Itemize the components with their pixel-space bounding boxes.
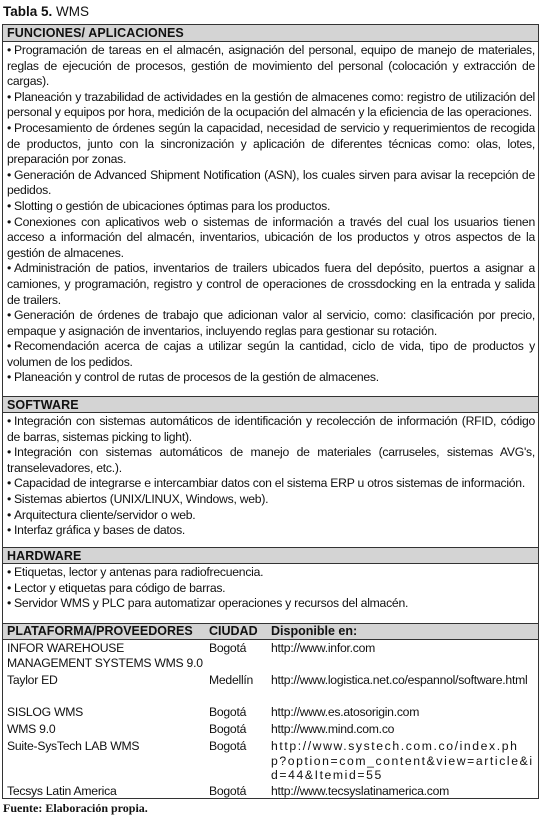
city: Bogotá [209, 705, 247, 719]
source-note [3, 801, 148, 816]
city: Bogotá [209, 722, 247, 736]
bullet-text: Sistemas abiertos (UNIX/LINUX, Windows, web). [14, 491, 269, 506]
bullet-item [7, 261, 535, 308]
bullet-icon: • [7, 198, 12, 213]
bullet-icon: • [7, 414, 12, 428]
bullet-text: Procesamiento de órdenes según la capacidad, necesidad de servicio y requerimientos de recogida de productos, junto con la sincronización y aplicación de diferentes técnicas como: olas, lotes, preparación por zonas. [7, 120, 535, 167]
bullet-text: Planeación y control de rutas de procesos de la gestión de almacenes. [14, 370, 379, 385]
bullet-text: Slotting o gestión de ubicaciones óptimas para los productos. [14, 198, 331, 213]
bullet-text: Administración de patios, inventarios de trailers ubicados fuera del depósito, puertos a asignar a camiones, y programación, registro y control de operaciones de crossdocking en la entrada y salida de trailers. [7, 261, 535, 307]
bullet-icon: • [7, 507, 12, 522]
source-text: Elaboración propia. [45, 801, 148, 815]
provider-link[interactable]: http://www.systech.com.co/index.php?option=com_content&view=article&id=44&Itemid=55 [271, 739, 534, 783]
bullet-item [7, 492, 535, 508]
software-list [7, 414, 535, 539]
bullet-item [7, 199, 535, 215]
bullet-item [7, 414, 535, 445]
bullet-icon: • [7, 120, 12, 135]
bullet-item [7, 215, 535, 262]
bullet-item [7, 308, 535, 339]
provider-link[interactable]: http://www.infor.com [271, 641, 376, 655]
table-number: Tabla 5. [3, 4, 53, 19]
city: Medellín [209, 673, 254, 687]
bullet-item [7, 339, 535, 370]
table-name: WMS [56, 4, 90, 19]
table-title [3, 3, 89, 21]
provider-link[interactable]: http://www.es.atosorigin.com [271, 705, 420, 719]
wms-table [2, 24, 539, 799]
bullet-item [7, 476, 535, 492]
section-header-funciones: FUNCIONES/ APLICACIONES [3, 25, 538, 42]
bullet-text: Arquitectura cliente/servidor o web. [14, 507, 196, 522]
bullet-item [7, 168, 535, 199]
bullet-item [7, 445, 535, 476]
city: Bogotá [209, 739, 247, 753]
bullet-icon: • [7, 370, 12, 385]
bullet-icon: • [7, 565, 12, 579]
funciones-list [7, 43, 535, 386]
city: Bogotá [209, 641, 247, 655]
platform-name: SISLOG WMS [7, 705, 84, 719]
bullet-icon: • [7, 523, 12, 538]
bullet-text: Capacidad de integrarse e intercambiar datos con el sistema ERP u otros sistemas de información. [14, 476, 525, 491]
bullet-icon: • [7, 43, 12, 57]
bullet-item [7, 581, 535, 597]
provider-link[interactable]: http://www.logistica.net.co/espannol/software.html [271, 673, 528, 687]
bullet-text: Integración con sistemas automáticos de manejo de materiales (carruseles, sistemas AVG's, transelevadores, etc.). [7, 445, 535, 475]
providers-header [3, 623, 538, 640]
bullet-item [7, 565, 535, 581]
bullet-text: Generación de Advanced Shipment Notification (ASN), los cuales sirven para avisar la recepción de pedidos. [7, 167, 535, 198]
bullet-text: Recomendación acerca de cajas a utilizar según la cantidad, ciclo de vida, tipo de productos y volumen de los pedidos. [7, 339, 535, 369]
bullet-item [7, 43, 535, 90]
bullet-text: Programación de tareas en el almacén, asignación del personal, equipo de manejo de materiales, reglas de ejecución de procesos, gestión de movimiento del personal (colocación y extracción de cargas). [7, 43, 535, 89]
hardware-list [7, 565, 535, 612]
bullet-text: Conexiones con aplicativos web o sistemas de información a través del cual los usuarios tienen acceso a información del almacén, inventarios, ubicación de los productos y otros aspectos de la gestión de almacenes. [7, 214, 535, 260]
bullet-text: Etiquetas, lector y antenas para radiofrecuencia. [14, 565, 264, 579]
column-header-platform: PLATAFORMA/PROVEEDORES [7, 624, 193, 638]
platform-name: WMS 9.0 [7, 722, 56, 736]
bullet-text: Generación de órdenes de trabajo que adicionan valor al servicio, como: clasificación por precio, empaque y asignación de inventarios, incluyendo reglas para gestionar su rotación. [7, 308, 535, 338]
bullet-icon: • [7, 339, 12, 354]
bullet-icon: • [7, 167, 12, 182]
city: Bogotá [209, 784, 247, 798]
bullet-icon: • [7, 89, 12, 104]
bullet-text: Servidor WMS y PLC para automatizar operaciones y recursos del almacén. [14, 596, 409, 611]
column-header-city: CIUDAD [209, 624, 258, 638]
platform-name: Taylor ED [7, 673, 58, 687]
bullet-item [7, 523, 535, 539]
bullet-icon: • [7, 261, 12, 276]
bullet-icon: • [7, 308, 12, 323]
bullet-text: Planeación y trazabilidad de actividades en la gestión de almacenes como: registro de utilización del personal y equipos por hora, medición de la ocupación del almacén y la eficiencia de las operaciones. [7, 89, 535, 120]
platform-name: Tecsys Latin America [7, 784, 117, 798]
bullet-item [7, 90, 535, 121]
bullet-icon: • [7, 476, 12, 491]
provider-link[interactable]: http://www.tecsyslatinamerica.com [271, 784, 450, 798]
bullet-item [7, 596, 535, 612]
platform-name: Suite-SysTech LAB WMS [7, 739, 140, 753]
platform-name: INFOR WAREHOUSE MANAGEMENT SYSTEMS WMS 9.0 [7, 641, 203, 670]
bullet-item [7, 121, 535, 168]
section-header-software: SOFTWARE [3, 396, 538, 413]
bullet-icon: • [7, 596, 12, 611]
provider-link[interactable]: http://www.mind.com.co [271, 722, 395, 736]
bullet-icon: • [7, 491, 12, 506]
bullet-icon: • [7, 580, 12, 595]
bullet-icon: • [7, 214, 12, 229]
bullet-item [7, 508, 535, 524]
bullet-text: Integración con sistemas automáticos de identificación y recolección de información (RFID, código de barras, sistemas picking to light). [7, 414, 535, 444]
source-label: Fuente: [3, 801, 43, 815]
bullet-icon: • [7, 445, 12, 460]
bullet-text: Interfaz gráfica y bases de datos. [14, 523, 186, 538]
bullet-text: Lector y etiquetas para código de barras. [14, 580, 226, 595]
column-header-available: Disponible en: [271, 624, 358, 638]
section-header-hardware: HARDWARE [3, 547, 538, 564]
bullet-item [7, 370, 535, 386]
